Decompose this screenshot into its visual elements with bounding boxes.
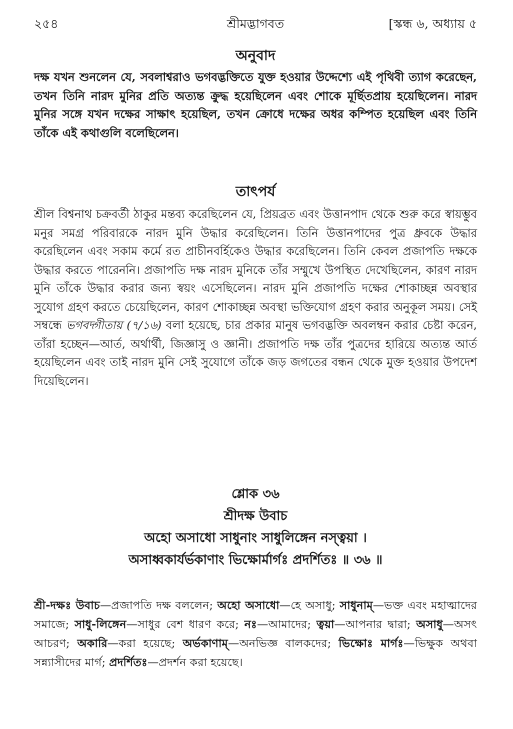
- synonym-item: শ্রী-দক্ষঃ উবাচ—প্রজাপতি দক্ষ বললেন;: [34, 598, 214, 612]
- verse-line-2: অসাধ্বকার্যর্ভকাণাং ভিক্ষোর্মার্গঃ প্রদর্শিতঃ ॥ ৩৬ ॥: [128, 553, 383, 568]
- purport-text-before: শ্রীল বিশ্বনাথ চক্রবর্তী ঠাকুর মন্তব্য করেছিলেন যে, প্রিয়ব্রত এবং উত্তানপাদ থেকে শুরু করে স্বায়ম্ভুব মনুর সমগ্র পরিবারকে নারদ মুনি উদ্ধার করেছিলেন। তিনি উত্তানপাদের পুত্র ধ্রুবকে উদ্ধার করেছিলেন এবং সকাম কর্মে রত প্রাচীনবর্হিকেও উদ্ধার করেছিলেন। তিনি কেবল প্রজাপতি দক্ষকে উদ্ধার করতে পারেননি। প্রজাপতি দক্ষ নারদ মুনিকে তাঁর সম্মুখে উপস্থিত দেখেছিলেন, কারণ নারদ মুনি তাঁকে উদ্ধার করার জন্য স্বয়ং এসেছিলেন। নারদ মুনি প্রজাপতি দক্ষের শোকাচ্ছন্ন অবস্থার সুযোগ গ্রহণ করতে চেয়েছিলেন, কারণ শোকাচ্ছন্ন অবস্থা ভক্তিযোগ গ্রহণ করার অনুকূল সময়। সেই সম্বন্ধে: [34, 207, 477, 332]
- purport-text: [34, 205, 477, 390]
- synonym-item: সাধুনাম্—ভক্ত এবং মহাত্মাদের সমাজে;: [34, 598, 477, 631]
- synonym-item: সাধু-লিঙ্গেন—সাধুর বেশ ধারণ করে;: [74, 617, 239, 631]
- page-number: ২৫৪: [34, 16, 59, 31]
- purport-heading: তাৎপর্য: [235, 184, 276, 200]
- chapter-reference: [স্কন্ধ ৬, অধ্যায় ৫: [388, 16, 477, 31]
- verse-label: শ্লোক ৩৬: [231, 487, 280, 502]
- word-for-word-synonyms: [34, 596, 477, 672]
- synonym-item: অহো অসাধো—হে অসাধু;: [217, 598, 336, 612]
- running-header: [34, 16, 477, 36]
- synonym-item: প্রদর্শিতঃ—প্রদর্শন করা হয়েছে।: [109, 655, 243, 669]
- synonym-item: অকারি—করা হয়েছে;: [77, 636, 176, 650]
- purport-text-after: বলা হয়েছে, চার প্রকার মানুষ ভগবদ্ভক্তি অবলম্বন করার চেষ্টা করেন, তাঁরা হচ্ছেন—আর্ত, অর্থার্থী, জিজ্ঞাসু ও জ্ঞানী। প্রজাপতি দক্ষ তাঁর পুত্রদের হারিয়ে অত্যন্ত আর্ত হয়েছিলেন এবং তাই নারদ মুনি সেই সুযোগে তাঁকে জড় জগতের বন্ধন থেকে মুক্ত হওয়ার উপদেশ দিয়েছিলেন।: [34, 318, 478, 388]
- book-title: শ্রীমদ্ভাগবত: [226, 16, 285, 31]
- translation-heading: অনুবাদ: [235, 48, 276, 64]
- synonym-item: অর্ভকাণাম্—অনভিজ্ঞ বালকদের;: [182, 636, 332, 650]
- synonym-item: নঃ—আমাদের;: [244, 617, 312, 631]
- synonym-item: ভিক্ষোঃ মার্গঃ—ভিক্ষুক অথবা সন্ন্যাসীদের মার্গ;: [34, 636, 477, 669]
- verse-line-1: অহো অসাধো সাধুনাং সাধুলিঙ্গেন নস্ত্বয়া ।: [144, 531, 367, 546]
- synonym-item: ত্বয়া—আপনার দ্বারা;: [316, 617, 411, 631]
- verse-speaker: শ্রীদক্ষ উবাচ: [223, 509, 288, 524]
- verse-block: [34, 484, 477, 572]
- translation-text: দক্ষ যখন শুনলেন যে, সবলাশ্বরাও ভগবদ্ভক্তিতে যুক্ত হওয়ার উদ্দেশ্যে এই পৃথিবী ত্যাগ করেছেন, তখন তিনি নারদ মুনির প্রতি অত্যন্ত ক্রুদ্ধ হয়েছিলেন এবং শোকে মূর্ছিতপ্রায় হয়েছিলেন। নারদ মুনির সঙ্গে যখন দক্ষের সাক্ষাৎ হয়েছিল, তখন ক্রোধে দক্ষের অধর কম্পিত হয়েছিল এবং তিনি তাঁকে এই কথাগুলি বলেছিলেন।: [34, 70, 477, 140]
- synonym-item: অসাধু—অসৎ আচরণ;: [34, 617, 478, 650]
- purport-citation: ভগবদ্গীতায় (৭/১৬): [66, 318, 162, 332]
